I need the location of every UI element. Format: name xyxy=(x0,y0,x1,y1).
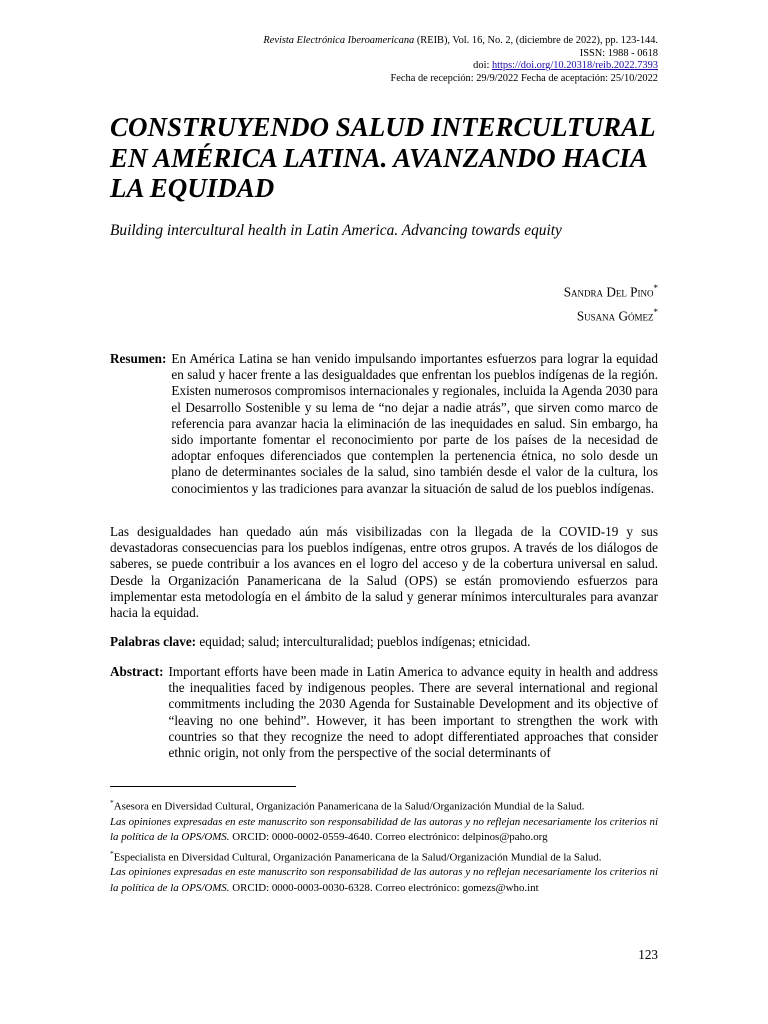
journal-citation xyxy=(263,35,658,48)
author xyxy=(564,302,658,326)
footnote-affiliation: Asesora en Diversidad Cultural, Organización Panamericana de la Salud/Organización Mundial de la Salud. xyxy=(113,800,585,813)
paper-title: CONSTRUYENDO SALUD INTERCULTURAL EN AMÉRICA LATINA. AVANZANDO HACIA LA EQUIDAD xyxy=(110,112,655,203)
abstract-label: Abstract: xyxy=(110,664,164,679)
footnote-affiliation: Especialista en Diversidad Cultural, Organización Panamericana de la Salud/Organización Mundial de la Salud. xyxy=(113,851,602,864)
footnote-contact: ORCID: 0000-0003-0030-6328. Correo electrónico: gomezs@who.int xyxy=(229,881,539,894)
footnote-mark: * xyxy=(110,798,114,807)
author-name: Susana Gómez xyxy=(576,308,654,324)
paper-subtitle: Building intercultural health in Latin America. Advancing towards equity xyxy=(110,222,562,239)
resumen-paragraph-1: En América Latina se han venido impulsando importantes esfuerzos para lograr la equidad en salud y hacer frente a las desigualdades que enfrentan los pueblos indígenas de la región. Existen numerosos compromisos internacionales y regionales, incluida la Agenda 2030 para el Desarrollo Sostenible y su lema de “no dejar a nadie atrás”, que sirven como marco de referencia para avanzar hacia la eliminación de las inequidades en salud. Sin embargo, ha sido importante fomentar el reconocimiento por parte de los países de la necesidad de adoptar enfoques diferenciados que contemplen la pertenencia étnica, no solo desde un plano de determinantes sociales de la salud, sino también desde el valor de la cultura, los conocimientos y las tradiciones para avanzar la situación de salud de los pueblos indígenas. xyxy=(171,351,658,496)
footnote xyxy=(110,795,658,846)
footnote xyxy=(110,846,658,897)
keywords-label: Palabras clave: xyxy=(110,634,197,649)
doi-line xyxy=(263,60,658,73)
abstract-text: Important efforts have been made in Latin America to advance equity in health and address the inequalities faced by indigenous peoples. There are several international and regional commitments including the 2030 Agenda for Sustainable Development and its objective of “leaving no one behind”. However, it has been important to strengthen the work with countries so that they recognize the need to adopt differentiated approaches that consider ethnic origin, not only from the perspective of the social determinants of xyxy=(168,664,658,761)
journal-header xyxy=(263,35,658,85)
doi-label: doi: xyxy=(473,60,492,72)
keywords-text: equidad; salud; interculturalidad; pueblos indígenas; etnicidad. xyxy=(199,634,531,649)
footnote-mark: * xyxy=(110,848,114,858)
received-accepted-dates: Fecha de recepción: 29/9/2022 Fecha de aceptación: 25/10/2022 xyxy=(390,72,658,84)
doi-link[interactable]: https://doi.org/10.20318/reib.2022.7393 xyxy=(491,60,658,72)
footnote-mark: * xyxy=(653,283,658,293)
abstract-section xyxy=(110,664,658,761)
keywords-line xyxy=(110,634,658,650)
resumen-paragraph-2: Las desigualdades han quedado aún más visibilizadas con la llegada de la COVID-19 y sus devastadoras consecuencias para los pueblos indígenas, entre otros grupos. A través de los diálogos de saberes, se puede contribuir a los avances en el logro del acceso y de la cobertura universal en salud. Desde la Organización Panamericana de la Salud (OPS) se están promoviendo esfuerzos para implementar esta metodología en el ámbito de la salud y generar mínimos interculturales para avanzar hacia la equidad. xyxy=(110,524,658,621)
footnote-disclaimer: Las opiniones expresadas en este manuscrito son responsabilidad de las autoras y no reflejan necesariamente los criterios ni la política de la OPS/OMS. xyxy=(110,815,658,844)
footnote-contact: ORCID: 0000-0002-0559-4640. Correo electrónico: delpinos@paho.org xyxy=(229,831,548,844)
author xyxy=(564,278,658,302)
footnote-divider xyxy=(110,786,296,787)
journal-name: Revista Electrónica Iberoamericana xyxy=(263,35,415,46)
journal-volume: (REIB), Vol. 16, No. 2, (diciembre de 2022), pp. 123-144. xyxy=(414,35,658,46)
resumen-label: Resumen: xyxy=(110,351,167,366)
resumen-section xyxy=(110,351,658,497)
author-list xyxy=(564,278,658,327)
footnotes xyxy=(110,795,658,896)
footnote-mark: * xyxy=(653,307,658,318)
issn: ISSN: 1988 - 0618 xyxy=(579,47,658,59)
page-number: 123 xyxy=(638,947,658,962)
footnote-disclaimer: Las opiniones expresadas en este manuscrito son responsabilidad de las autoras y no reflejan necesariamente los criterios ni la política de la OPS/OMS. xyxy=(110,866,658,894)
author-name: Sandra Del Pino xyxy=(563,284,654,300)
